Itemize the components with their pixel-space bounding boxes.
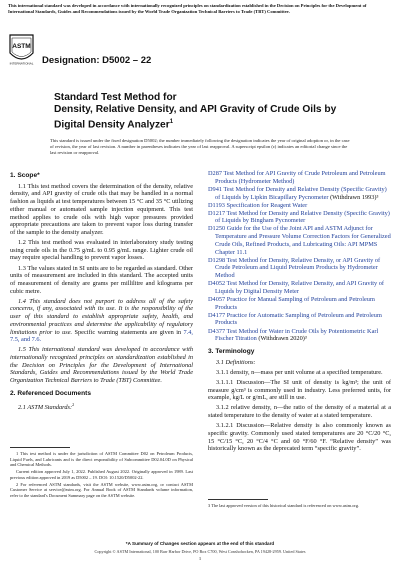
astm-logo-icon [8,33,35,66]
reference-code-link[interactable]: D4052 [208,280,226,288]
astm-standards-label: 2.1 ASTM Standards: [18,403,73,411]
paragraph-1-4 [10,298,193,344]
page-number: 1 [198,556,202,561]
footnotes [10,451,193,500]
summary-of-changes-note: *A Summary of Changes section appears at the end of this standard [125,541,275,546]
right-column [208,170,391,455]
paragraph-1-2: 1.2 This test method was evaluated in interlaboratory study testing using crude oils in the 0.75 g/mL to 0.95 g/mL range. Lighter crude oil may require special handling to prevent vapor losses. [10,239,193,262]
reference-item [208,328,391,343]
reference-note: (Withdrawn 1993)³ [328,193,379,201]
reference-title-link[interactable]: Test Method for Density, Relative Density, or API Gravity of Crude Petroleum and Liquid Petroleum Products by Hydrometer Method [215,256,381,280]
footnote-divider [10,447,70,448]
reference-title-link[interactable]: Test Method for Density and Relative Density (Specific Gravity) of Liquids by Bingham Pycnometer [215,209,390,225]
reference-title-link[interactable]: Specification for Reagent Water [226,201,308,209]
footnote-divider-right [208,499,268,500]
reference-code-link[interactable]: D1298 [208,256,226,264]
approval-banner: This international standard was developed in accordance with internationally recognized principles on standardization established in the Decision on Principles for the Development of International Standards, Guides and Recommendations issued by the World Trade Organization Technical Barriers to Trade (TBT) Committee. [8,3,367,14]
reference-code-link[interactable]: D287 [208,170,222,177]
reference-code-link[interactable]: D941 [208,185,222,193]
left-column [10,170,193,414]
paragraph-3-1-2-1: 3.1.2.1 Discussion—Relative density is also commonly known as specific gravity. Commonly used stated temperatures are 20 °C/20 °C, 15 °C/15 °C, 20 °C/4 °C and 60 °F/60 °F. “Relative density” was historically known as the deprecated term “specific gravity”. [208,422,391,453]
reference-item [208,312,391,327]
logo-caption: INTERNATIONAL [9,61,34,66]
title-footnote-marker: 1 [169,119,174,125]
svg-text:ASTM: ASTM [12,43,31,50]
reference-title-link[interactable]: Practice for Manual Sampling of Petroleum and Petroleum Products [215,295,375,311]
reference-item [208,225,391,256]
reference-code-link[interactable]: D4377 [208,327,226,335]
issued-note: This standard is issued under the fixed designation D5002; the number immediately following the designation indicates the year of original adoption or, in the case of revision, the year of last revision. A number in parentheses indicates the year of last reapproval. A superscript epsilon (ε) indicates an editorial change since the last revision or reapproval. [50,138,350,155]
paragraph-1-3: 1.3 The values stated in SI units are to be regarded as standard. Other units of measurement are included in this standard. The accepted units of measurement of density are grams per millilitre and kilograms per cubic metre. [10,264,193,295]
footnote-2: 2 For referenced ASTM standards, visit the ASTM website, www.astm.org, or contact ASTM Customer Service at service@astm.org. For Annual Book of ASTM Standards volume information, refer to the standard's Document Summary page on the ASTM website. [10,481,193,498]
reference-code-link[interactable]: D1250 [208,225,226,233]
title-main-text: Density, Relative Density, and API Gravity of Crude Oils by Digital Density Analyzer [54,104,337,131]
paragraph-3-1-2: 3.1.2 relative density, n—the ratio of the density of a material at a stated temperature to the density of water at a stated temperature. [208,404,391,420]
footnote-1: 1 This test method is under the jurisdiction of ASTM Committee D02 on Petroleum Products, Liquid Fuels, and Lubricants and is the direct responsibility of Subcommittee D02.04.0D on Physical and Chemical Methods. [10,451,193,467]
reference-title-link[interactable]: Practice for Automatic Sampling of Petroleum and Petroleum Products [215,311,382,327]
paragraph-3-1-1: 3.1.1 density, n—mass per unit volume at a specified temperature. [216,368,383,376]
reference-item [208,186,391,201]
footnote-marker-2: 2 [72,401,75,407]
reference-code-link[interactable]: D4177 [208,311,226,319]
title-line-2 [54,104,354,131]
paragraph-3-1-1-1: 3.1.1.1 Discussion—The SI unit of density is kg/m³; the unit of measure g/cm³ is commonly used in industry. Less preferred units, for example, kg/L or g/mL, are still in use. [208,378,391,402]
title-line-1: Standard Test Method for [54,92,177,103]
reference-item [208,210,391,225]
reference-title-link[interactable]: Guide for the Use of the Joint API and ASTM Adjunct for Temperature and Pressure Volume Correction Factors for Generalized Crude Oils, Refined Products, and Lubricating Oils: API MPMS Chapter 11.1 [215,225,391,256]
terminology-heading: 3. Terminology [208,347,255,355]
reference-title-link[interactable]: Test Method for Water in Crude Oils by Potentiometric Karl Fischer Titration [215,327,379,343]
reference-item [208,170,391,185]
safety-statement: 1.4 This standard does not purport to address all of the safety concerns, if any, associated with its use. It is the responsibility of the user of this standard to establish appropriate safety, health, and environmental practices and determine the applicability of regulatory limitations prior to use. [10,297,193,336]
reference-item [208,257,391,280]
paragraph-1-1: 1.1 This test method covers the determination of the density, relative density, and API gravity of crude oils that may be handled in a normal fashion as liquids at test temperatures between 15 °C and 35 °C utilizing either manual or automated sample injection equipment. This test method applies to crude oils with high vapor pressures provided appropriate precautions are taken to prevent vapor loss during transfer of the sample to the density analyzer. [10,182,193,236]
footnote-3: 3 The last approved version of this historical standard is referenced on www.astm.org. [208,503,360,508]
referenced-docs-heading: 2. Referenced Documents [10,389,91,397]
warning-section-links[interactable]: 7.4, 7.5, and 7.6. [10,328,193,344]
footnote-1-edition: Current edition approved July 1, 2022. Published August 2022. Originally approved in 1989. Last previous edition approved in 2019 as D5002 – 19. DOI: 10.1520/D5002-22. [10,469,193,480]
reference-code-link[interactable]: D1217 [208,209,226,217]
paragraph-2-1 [10,401,193,412]
reference-item [208,296,391,311]
designation: Designation: D5002 – 22 [42,55,152,66]
paragraph-1-5: 1.5 This international standard was developed in accordance with internationally recognized principles on standardization established in the Decision on Principles for the Development of International Standards, Guides and Recommendations issued by the World Trade Organization Technical Barriers to Trade (TBT) Committee. [10,346,193,385]
reference-title-link[interactable]: Test Method for API Gravity of Crude Petroleum and Petroleum Products (Hydrometer Method) [215,170,386,185]
reference-title-link[interactable]: Test Method for Density and Relative Density (Specific Gravity) of Liquids by Lipkin Bicapillary Pycnometer [215,185,387,201]
warning-lead: Specific warning statements are given in [74,328,182,336]
reference-item [208,202,391,210]
paragraph-3-1: 3.1 Definitions: [216,358,256,366]
reference-code-link[interactable]: D1193 [208,201,225,209]
reference-note: (Withdrawn 2020)³ [256,335,307,343]
scope-heading: 1. Scope* [10,172,40,179]
document-title [54,92,354,131]
copyright-line: Copyright © ASTM International, 100 Barr Harbor Drive, PO Box C700, West Conshohocken, PA 19428-2959. United States [94,549,306,554]
reference-list [208,170,391,343]
reference-code-link[interactable]: D4057 [208,295,226,303]
reference-item [208,280,391,295]
reference-title-link[interactable]: Test Method for Density, Relative Density, and API Gravity of Liquids by Digital Density Meter [215,280,384,295]
